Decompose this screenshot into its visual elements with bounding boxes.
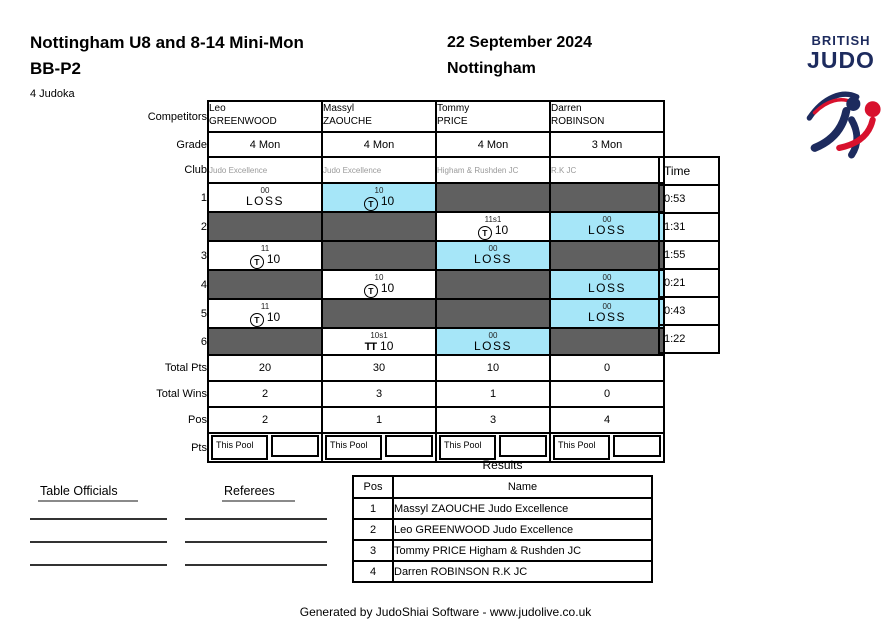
logo-text-judo: JUDO xyxy=(807,47,875,73)
table-officials-heading: Table Officials xyxy=(38,484,138,502)
results-table xyxy=(352,475,653,583)
match-cell-empty xyxy=(436,299,550,328)
score-superscript: 11s1 xyxy=(484,215,502,224)
total-points-cell: 10 xyxy=(436,355,550,381)
match-cell-empty xyxy=(550,241,664,270)
competitor-header: Massyl ZAOUCHE xyxy=(322,101,436,132)
pts-empty-box xyxy=(271,435,319,457)
logo-judoka-figure-icon xyxy=(795,74,887,162)
time-cell: 0:43 xyxy=(659,297,719,325)
match-cell xyxy=(208,299,322,328)
score-value: 10 xyxy=(380,339,394,353)
referees-signature-lines xyxy=(185,518,327,587)
score-value: 10 xyxy=(266,310,281,324)
time-header: Time xyxy=(659,157,719,185)
position-cell: 3 xyxy=(436,407,550,433)
row-label-competitors: Competitors xyxy=(147,110,207,123)
competitor-header: Darren ROBINSON xyxy=(550,101,664,132)
pool-table xyxy=(130,100,665,463)
match-row xyxy=(130,241,664,270)
match-cell-empty xyxy=(436,270,550,299)
results-row xyxy=(353,519,652,540)
score-value: 10 xyxy=(266,252,281,266)
signature-line xyxy=(30,541,167,543)
result-pos: 2 xyxy=(353,519,393,540)
club-cell: Judo Excellence xyxy=(208,157,322,183)
loss-label: LOSS xyxy=(587,310,626,324)
total-points-cell: 0 xyxy=(550,355,664,381)
signature-line xyxy=(185,541,327,543)
match-cell-empty xyxy=(322,212,436,241)
british-judo-logo xyxy=(792,34,890,167)
pts-empty-box xyxy=(613,435,661,457)
results-row xyxy=(353,540,652,561)
this-pool-box: This Pool xyxy=(439,435,496,460)
grade-cell: 3 Mon xyxy=(550,132,664,157)
row-label-pos: Pos xyxy=(188,414,207,426)
match-cell xyxy=(436,212,550,241)
result-name: Massyl ZAOUCHE Judo Excellence xyxy=(393,498,652,519)
club-cell: Judo Excellence xyxy=(322,157,436,183)
score-superscript: 00 xyxy=(260,186,270,195)
pool-sheet xyxy=(130,100,665,463)
signature-line xyxy=(30,518,167,520)
row-label-total-pts: Total Pts xyxy=(164,362,207,374)
row-label-total-wins: Total Wins xyxy=(156,388,207,400)
results-row xyxy=(353,498,652,519)
time-cell: 1:31 xyxy=(659,213,719,241)
total-wins-cell: 2 xyxy=(208,381,322,407)
total-wins-cell: 0 xyxy=(550,381,664,407)
judoka-count: 4 Judoka xyxy=(30,88,75,100)
score-superscript: 11 xyxy=(260,244,270,253)
match-cell-empty xyxy=(208,328,322,355)
total-points-cell: 30 xyxy=(322,355,436,381)
score-superscript: 10s1 xyxy=(370,331,388,340)
row-label-pts: Pts xyxy=(191,441,207,454)
match-cell-empty xyxy=(208,270,322,299)
match-cell xyxy=(322,270,436,299)
this-pool-box: This Pool xyxy=(325,435,382,460)
results-section xyxy=(352,458,653,583)
match-cell xyxy=(436,328,550,355)
row-label-club: Club xyxy=(184,164,207,176)
ippon-symbol: T xyxy=(364,284,378,298)
match-number: 2 xyxy=(200,220,207,233)
match-cell-empty xyxy=(322,241,436,270)
match-cell xyxy=(550,212,664,241)
this-pool-box: This Pool xyxy=(553,435,610,460)
grade-cell: 4 Mon xyxy=(436,132,550,157)
score-superscript: 00 xyxy=(602,215,612,224)
total-points-cell: 20 xyxy=(208,355,322,381)
result-name: Darren ROBINSON R.K JC xyxy=(393,561,652,582)
result-pos: 3 xyxy=(353,540,393,561)
ippon-symbol: T xyxy=(250,313,264,327)
match-cell-empty xyxy=(550,183,664,212)
pts-empty-box xyxy=(385,435,433,457)
category-code: BB-P2 xyxy=(30,59,82,78)
club-cell: Higham & Rushden JC xyxy=(436,157,550,183)
score-value: 10 xyxy=(380,194,395,208)
event-title: Nottingham U8 and 8-14 Mini-Mon xyxy=(30,33,304,52)
position-cell: 4 xyxy=(550,407,664,433)
match-row xyxy=(130,328,664,355)
time-cell: 1:55 xyxy=(659,241,719,269)
score-superscript: 00 xyxy=(602,273,612,282)
grade-cell: 4 Mon xyxy=(208,132,322,157)
match-cell-empty xyxy=(208,212,322,241)
time-cell: 0:21 xyxy=(659,269,719,297)
position-cell: 1 xyxy=(322,407,436,433)
result-pos: 1 xyxy=(353,498,393,519)
match-cell xyxy=(208,183,322,212)
match-number: 5 xyxy=(200,307,207,320)
signature-line xyxy=(185,518,327,520)
club-cell: R.K JC xyxy=(550,157,664,183)
signature-line xyxy=(185,564,327,566)
result-name: Tommy PRICE Higham & Rushden JC xyxy=(393,540,652,561)
row-label-grade: Grade xyxy=(176,138,207,151)
total-wins-cell: 1 xyxy=(436,381,550,407)
match-cell-empty xyxy=(322,299,436,328)
match-cell xyxy=(208,241,322,270)
match-number: 3 xyxy=(200,249,207,262)
results-title: Results xyxy=(482,458,523,472)
competitor-header: Leo GREENWOOD xyxy=(208,101,322,132)
signature-line xyxy=(30,564,167,566)
pts-cell xyxy=(208,433,322,462)
score-value: 10 xyxy=(380,281,395,295)
loss-label: LOSS xyxy=(473,339,512,353)
match-cell xyxy=(322,328,436,355)
table-officials-signature-lines xyxy=(30,518,167,587)
competitor-header: Tommy PRICE xyxy=(436,101,550,132)
match-cell-empty xyxy=(436,183,550,212)
match-row xyxy=(130,299,664,328)
loss-label: LOSS xyxy=(473,252,512,266)
score-superscript: 11 xyxy=(260,302,270,311)
loss-label: LOSS xyxy=(587,223,626,237)
ippon-symbol: T xyxy=(250,255,264,269)
ippon-symbol: T xyxy=(364,197,378,211)
pts-empty-box xyxy=(499,435,547,457)
match-row xyxy=(130,212,664,241)
waza-ari-awasete-symbol: TT xyxy=(364,341,377,353)
results-col-pos: Pos xyxy=(353,476,393,498)
match-cell-empty xyxy=(550,328,664,355)
loss-label: LOSS xyxy=(587,281,626,295)
event-location: Nottingham xyxy=(447,60,536,77)
time-cell: 1:22 xyxy=(659,325,719,353)
score-superscript: 10 xyxy=(374,186,384,195)
this-pool-box: This Pool xyxy=(211,435,268,460)
time-column xyxy=(658,156,720,354)
match-cell xyxy=(550,270,664,299)
results-col-name: Name xyxy=(393,476,652,498)
results-row xyxy=(353,561,652,582)
grade-cell: 4 Mon xyxy=(322,132,436,157)
footer-text: Generated by JudoShiai Software - www.judolive.co.uk xyxy=(299,605,592,619)
match-row xyxy=(130,270,664,299)
logo-text-british: BRITISH xyxy=(811,33,871,48)
event-date-block xyxy=(447,30,592,82)
score-superscript: 00 xyxy=(602,302,612,311)
total-wins-cell: 3 xyxy=(322,381,436,407)
result-name: Leo GREENWOOD Judo Excellence xyxy=(393,519,652,540)
score-superscript: 00 xyxy=(488,331,498,340)
position-cell: 2 xyxy=(208,407,322,433)
match-cell xyxy=(550,299,664,328)
ippon-symbol: T xyxy=(478,226,492,240)
referees-heading: Referees xyxy=(222,484,295,502)
event-date: 22 September 2024 xyxy=(447,34,592,51)
match-row xyxy=(130,183,664,212)
match-number: 4 xyxy=(200,278,207,291)
result-pos: 4 xyxy=(353,561,393,582)
score-superscript: 00 xyxy=(488,244,498,253)
score-superscript: 10 xyxy=(374,273,384,282)
score-value: 10 xyxy=(494,223,509,237)
match-number: 6 xyxy=(200,335,207,348)
match-cell xyxy=(322,183,436,212)
event-header xyxy=(30,30,304,100)
match-cell xyxy=(436,241,550,270)
match-number: 1 xyxy=(200,191,207,204)
time-cell: 0:53 xyxy=(659,185,719,213)
loss-label: LOSS xyxy=(245,194,284,208)
